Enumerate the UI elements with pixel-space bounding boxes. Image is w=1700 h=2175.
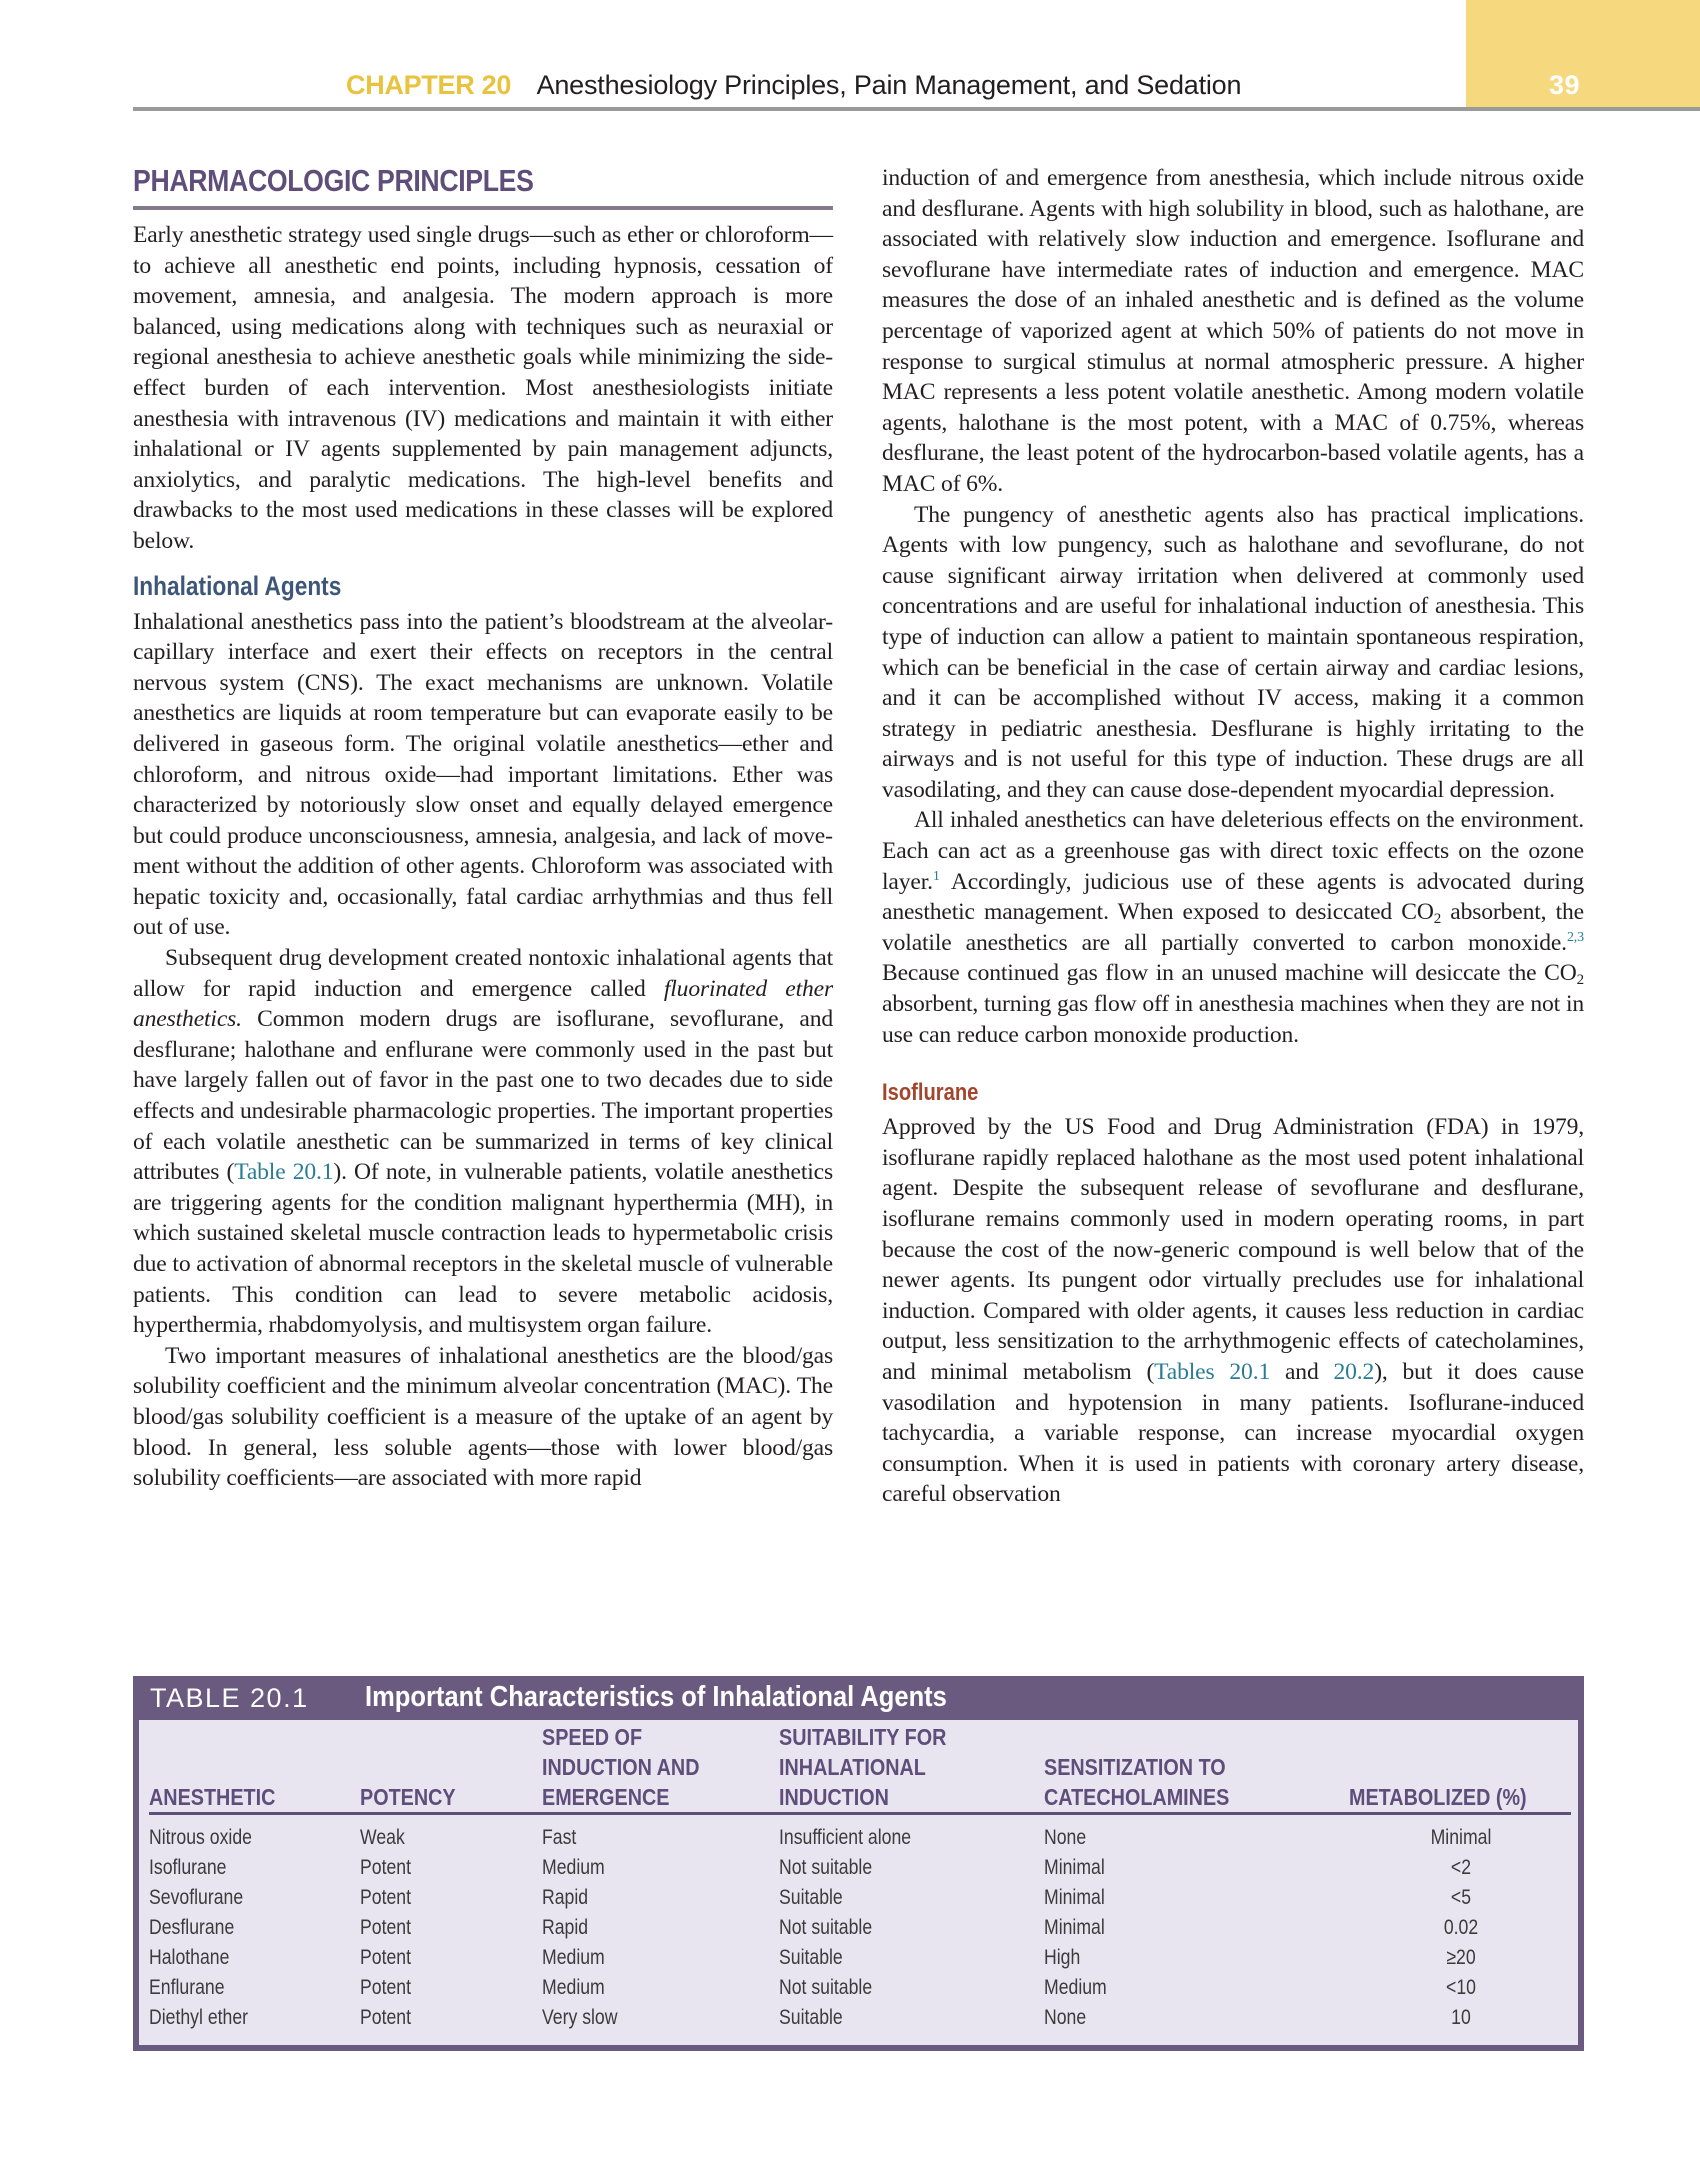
cell-potency: Potent bbox=[360, 1976, 412, 1999]
cell-suitability: Not suitable bbox=[779, 1916, 873, 1939]
cell-suitability: Suitable bbox=[779, 1946, 843, 1969]
cell-potency: Potent bbox=[360, 1916, 412, 1939]
cell-anesthetic: Diethyl ether bbox=[149, 2006, 249, 2029]
header-rule bbox=[149, 1812, 1571, 1815]
intro-paragraph: Early anesthetic strategy used single drugs—such as ether or chloroform—to achieve all anesthetic end points, including hypnosis, cessation of movement, amnesia, and analgesia. The modern approach is more balanced, using medications along with techniques such as neuraxial or regional anesthesia to achieve anesthetic goals while minimizing the side-effect burden of each intervention. Most anesthesiologists initiate anesthesia with intravenous (IV) medications and maintain it with either inhalational or IV agents supplemented by pain management adjuncts, anxiolytics, and paralytic medications. The high-level benefits and drawbacks to the most used medications in these classes will be explored below. bbox=[133, 222, 833, 554]
text-run: Subsequent drug development created nontoxic inhalational agents that allow for rapid induction and emergence called bbox=[133, 945, 833, 1002]
cell-sensitization: High bbox=[1044, 1946, 1081, 1969]
cell-sensitization: Minimal bbox=[1044, 1916, 1105, 1939]
cell-metabolized: <10 bbox=[1446, 1976, 1476, 1999]
paragraph-inhalational-overview: Inhalational anesthetics pass into the patient’s bloodstream at the alveolar-capillary interface and exert their effects on receptors in the central nervous system (CNS). The exact mechanisms are unknown. Volatile anesthetics are liquids at room temperature but can evaporate easily to be delivered in gaseous form. The original volatile anesthetics—ether and chloroform, and nitrous oxide—had important limitations. Ether was characterized by notoriously slow onset and equally delayed emergence but could produce unconsciousness, amnesia, analgesia, and lack of movement without the addition of other agents. Chloroform was associated with hepatic toxicity and, occasionally, fatal cardiac arrhythmias and thus fell out of use. bbox=[133, 608, 833, 941]
subheading-isoflurane: Isoflurane bbox=[882, 1079, 979, 1107]
cell-speed: Fast bbox=[542, 1826, 577, 1849]
cell-speed: Medium bbox=[542, 1856, 605, 1879]
cell-anesthetic: Sevoflurane bbox=[149, 1886, 244, 1909]
cell-sensitization: Medium bbox=[1044, 1976, 1107, 1999]
table-row bbox=[139, 1823, 1578, 1853]
cell-speed: Rapid bbox=[542, 1886, 589, 1909]
cell-sensitization: Minimal bbox=[1044, 1886, 1105, 1909]
right-column bbox=[882, 163, 1584, 1510]
chapter-title: Anesthesiology Principles, Pain Management, and Sedation bbox=[536, 70, 1242, 100]
column-header-anesthetic: ANESTHETIC bbox=[149, 1784, 276, 1810]
section-heading-rule bbox=[133, 206, 833, 210]
cell-suitability: Not suitable bbox=[779, 1976, 873, 1999]
column-header-metabolized: METABOLIZED (%) bbox=[1349, 1784, 1527, 1810]
table-row bbox=[139, 1913, 1578, 1943]
section-heading: PHARMACOLOGIC PRINCIPLES bbox=[133, 163, 534, 198]
cell-metabolized: Minimal bbox=[1430, 1826, 1492, 1849]
cell-sensitization: None bbox=[1044, 1826, 1087, 1849]
column-header-speed: SPEED OF INDUCTION AND EMERGENCE bbox=[542, 1724, 700, 1810]
table-row bbox=[139, 1973, 1578, 2003]
page-number: 39 bbox=[1549, 70, 1581, 100]
table-reference-link[interactable]: Tables 20.1 bbox=[1154, 1358, 1271, 1385]
reference-link[interactable]: 1 bbox=[932, 868, 940, 884]
cell-potency: Potent bbox=[360, 1946, 412, 1969]
paragraph-environment bbox=[882, 805, 1584, 1050]
running-header bbox=[346, 70, 1241, 101]
cell-sensitization: Minimal bbox=[1044, 1856, 1105, 1879]
text-run: Because continued gas flow in an unused machine will desiccate the CO bbox=[882, 960, 1577, 987]
cell-speed: Medium bbox=[542, 1976, 605, 1999]
table-inhalational-agents bbox=[133, 1676, 1584, 2051]
cell-metabolized: 10 bbox=[1451, 2006, 1471, 2029]
text-run: All inhaled anesthetics can have deleterious effects on the environment. Each can act as a greenhouse gas with direct toxic effects on the ozone layer. bbox=[882, 807, 1584, 895]
cell-anesthetic: Enflurane bbox=[149, 1976, 225, 1999]
left-column bbox=[133, 162, 833, 1494]
subheading-inhalational-agents: Inhalational Agents bbox=[133, 570, 342, 601]
header-rule bbox=[133, 107, 1700, 111]
cell-metabolized: ≥20 bbox=[1446, 1946, 1476, 1969]
paragraph-drug-development bbox=[133, 943, 833, 1341]
cell-suitability: Insufficient alone bbox=[779, 1826, 912, 1849]
table-reference-link[interactable]: Table 20.1 bbox=[234, 1159, 334, 1186]
table-row bbox=[139, 1943, 1578, 1973]
subscript: 2 bbox=[1433, 911, 1442, 928]
text-run: absorbent, turning gas flow off in anesthesia machines when they are not in use can reduce carbon monoxide production. bbox=[882, 991, 1584, 1048]
table-title-band bbox=[133, 1676, 1584, 1720]
cell-metabolized: <5 bbox=[1450, 1886, 1472, 1909]
cell-suitability: Suitable bbox=[779, 2006, 843, 2029]
table-number: TABLE 20.1 bbox=[150, 1683, 309, 1713]
text-run: absorbent, the volatile anesthetics are all partially converted to carbon monoxide. bbox=[882, 899, 1584, 956]
text-run: Common modern drugs are isoflurane, sevoflurane, and desflurane; halothane and enflurane were commonly used in the past but have largely fallen out of favor in the past one to two decades due to side effects and undesirable pharmacologic properties. The important properties of each volatile anesthetic can be summarized in terms of key clinical attributes ( bbox=[133, 1006, 833, 1186]
cell-sensitization: None bbox=[1044, 2006, 1087, 2029]
cell-potency: Potent bbox=[360, 2006, 412, 2029]
table-reference-link[interactable]: 20.2 bbox=[1333, 1358, 1375, 1385]
chapter-label: CHAPTER 20 bbox=[346, 70, 512, 100]
reference-link[interactable]: 2,3 bbox=[1566, 929, 1584, 945]
cell-speed: Medium bbox=[542, 1946, 605, 1969]
text-run: Approved by the US Food and Drug Administration (FDA) in 1979, isoflurane rapidly replaced halothane as the most used potent inhalational agent. Despite the subsequent release of sevoflurane and desflurane, isoflurane remains commonly used in modern operating rooms, in part because the cost of the now-generic compound is well below that of the newer agents. Its pungent odor virtually precludes use for inhalational induction. Compared with older agents, it causes less reduction in cardiac output, less sensitization to the arrhythmogenic effects of catecholamines, and minimal metabolism ( bbox=[882, 1114, 1584, 1385]
cell-anesthetic: Isoflurane bbox=[149, 1856, 227, 1879]
cell-metabolized: <2 bbox=[1450, 1856, 1472, 1879]
italic-term: fluorinated ether anesthetics. bbox=[133, 975, 833, 1033]
column-header-sensitization: SENSITIZATION TO CATECHOLAMINES bbox=[1044, 1754, 1230, 1810]
table-row bbox=[139, 2003, 1578, 2033]
text-run: ). Of note, in vulnerable patients, volatile anesthetics are triggering agents for the condition malignant hyperthermia (MH), in which sustained skeletal muscle contraction leads to hypermetabolic crisis due to activation of abnormal receptors in the skeletal muscle of vulnerable patients. This condition can lead to severe metabolic acidosis, hyperthermia, rhabdomyolysis, and multisystem organ failure. bbox=[133, 1159, 833, 1339]
text-run: and bbox=[1270, 1358, 1334, 1385]
column-header-potency: POTENCY bbox=[360, 1784, 456, 1810]
paragraph-blood-gas: Two important measures of inhalational anesthetics are the blood/​gas solubility coefficient and the minimum alveolar concentration (MAC). The blood/gas solubility coefficient is a measure of the uptake of an agent by blood. In general, less soluble agents—those with lower blood/gas solubility coefficients—are associated with more rapid bbox=[133, 1342, 833, 1492]
cell-potency: Weak bbox=[360, 1826, 405, 1849]
cell-suitability: Suitable bbox=[779, 1886, 843, 1909]
subscript: 2 bbox=[1576, 972, 1584, 989]
cell-suitability: Not suitable bbox=[779, 1856, 873, 1879]
cell-speed: Rapid bbox=[542, 1916, 589, 1939]
text-run: ), but it does cause vasodilation and hypotension in many patients. Isoflurane-induced tachycardia, a variable response, can increase myocardial oxygen consumption. When it is used in patients with coronary artery disease, careful observation bbox=[882, 1358, 1584, 1508]
paragraph-pungency: The pungency of anesthetic agents also has practical implications. Agents with low pungency, such as halothane and sevoflurane, do not cause significant airway irritation when delivered at commonly used concentrations and are useful for inhalational induction of anesthesia. This type of induction can allow a patient to maintain spontaneous respiration, which can be beneficial in the case of certain airway and cardiac lesions, and it can be accomplished without IV access, making it a common strategy in pediatric anesthesia. Desflurane is highly irritating to the airways and is not useful for this type of induction. These drugs are all vasodilating, and they can cause dose-dependent myocardial depression. bbox=[882, 501, 1584, 803]
cell-speed: Very slow bbox=[542, 2006, 618, 2029]
cell-potency: Potent bbox=[360, 1886, 412, 1909]
cell-anesthetic: Nitrous oxide bbox=[149, 1826, 252, 1849]
paragraph-isoflurane bbox=[882, 1112, 1584, 1510]
table-row bbox=[139, 1853, 1578, 1883]
text-run: Accordingly, judicious use of these agents is advocated during anesthetic management. When exposed to desiccated CO bbox=[882, 868, 1584, 926]
paragraph-mac: induction of and emergence from anesthesia, which include nitrous oxide and desflurane. Agents with high solubility in blood, such as halothane, are associated with relatively slow induction and emergence. Isoflurane and sevoflurane have intermediate rates of induction and emergence. MAC measures the dose of an inhaled anesthetic and is defined as the volume percentage of vaporized agent at which 50% of patients do not move in response to surgical stimulus at normal atmospheric pressure. A higher MAC represents a less potent volatile anesthetic. Among modern volatile agents, halothane is the most potent, with a MAC of 0.75%, whereas desflurane, the least potent of the hydrocarbon-based volatile agents, has a MAC of 6%. bbox=[882, 165, 1584, 497]
cell-metabolized: 0.02 bbox=[1443, 1916, 1479, 1939]
cell-potency: Potent bbox=[360, 1856, 412, 1879]
page-number-box bbox=[1466, 0, 1700, 108]
table-row bbox=[139, 1883, 1578, 1913]
cell-anesthetic: Desflurane bbox=[149, 1916, 235, 1939]
cell-anesthetic: Halothane bbox=[149, 1946, 230, 1969]
column-header-suitability: SUITABILITY FOR INHALATIONAL INDUCTION bbox=[779, 1724, 947, 1810]
table-title: Important Characteristics of Inhalational Agents bbox=[365, 1681, 947, 1713]
